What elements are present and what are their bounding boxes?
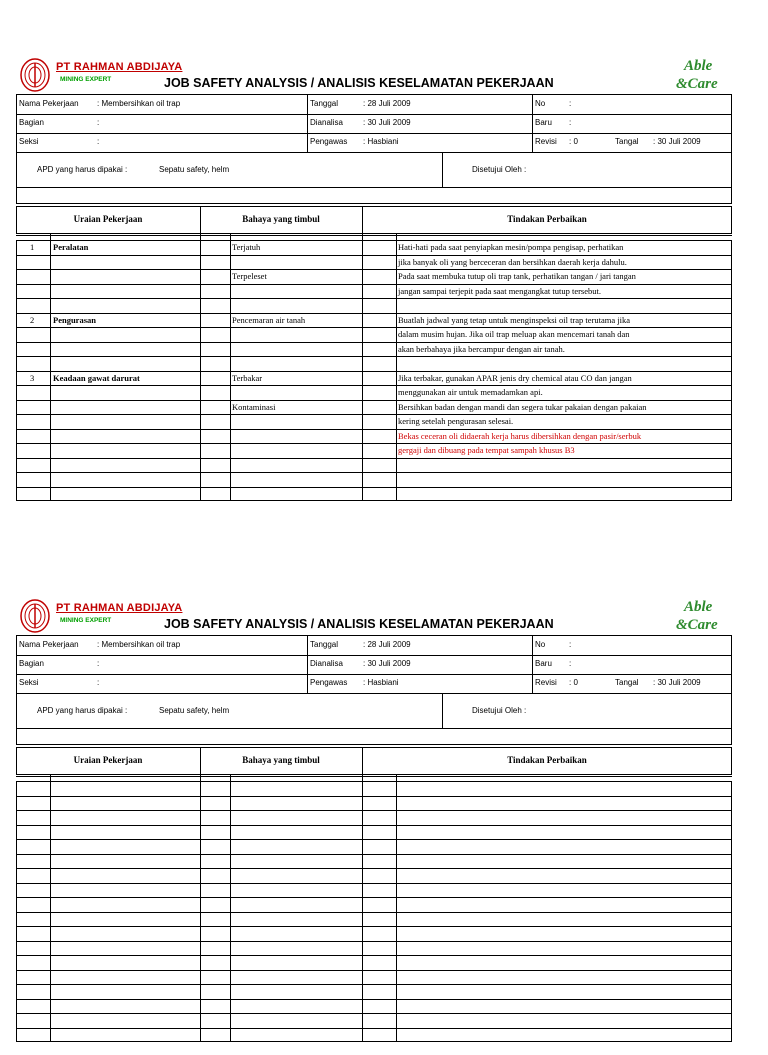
form-title: JOB SAFETY ANALYSIS / ANALISIS KESELAMATAN PEKERJAAN xyxy=(164,76,554,90)
apd-label: APD yang harus dipakai : xyxy=(37,706,128,715)
bagian-label: Bagian xyxy=(19,118,44,127)
disetujui-label: Disetujui Oleh : xyxy=(472,165,527,174)
row-tindakan: Bersihkan badan dengan mandi dan segera tukar pakaian dengan pakaian xyxy=(398,401,647,412)
able-care-logo xyxy=(672,54,726,92)
tangal-value: : 30 Juli 2009 xyxy=(653,137,701,146)
brand-line2: &Care xyxy=(676,76,718,92)
tanggal-value: : 28 Juli 2009 xyxy=(363,640,411,649)
row-tindakan: jika banyak oli yang berceceran dan bersihkan daerah kerja dahulu. xyxy=(398,256,627,267)
row-no: 2 xyxy=(30,314,35,325)
baru-label: Baru xyxy=(535,659,552,668)
no-value: : xyxy=(569,99,572,108)
able-care-logo xyxy=(672,595,726,633)
row-no: 1 xyxy=(30,242,35,252)
revisi-value: : 0 xyxy=(569,137,578,146)
company-name: PT RAHMAN ABDIJAYA xyxy=(56,61,183,73)
nama-label: Nama Pekerjaan xyxy=(19,99,79,108)
row-tindakan: Bekas ceceran oli didaerah kerja harus dibersihkan dengan pasir/serbuk xyxy=(398,430,642,441)
bagian-label: Bagian xyxy=(19,659,44,668)
row-tindakan: Hati-hati pada saat penyiapkan mesin/pompa pengisap, perhatikan xyxy=(398,242,624,252)
apd-label: APD yang harus dipakai : xyxy=(37,165,128,174)
baru-value: : xyxy=(569,118,572,127)
dianalisa-value: : 30 Juli 2009 xyxy=(363,659,411,668)
company-name: PT RAHMAN ABDIJAYA xyxy=(56,602,183,614)
col-tindakan: Tindakan Perbaikan xyxy=(507,755,587,765)
company-seal-icon xyxy=(20,599,50,633)
dianalisa-label: Dianalisa xyxy=(310,118,343,127)
brand-line1: Able xyxy=(684,58,713,74)
tanggal-label: Tanggal xyxy=(310,99,339,108)
tangal-label: Tangal xyxy=(615,137,639,146)
revisi-label: Revisi xyxy=(535,137,557,146)
row-bahaya: Terjatuh xyxy=(232,242,261,252)
row-bahaya: Kontaminasi xyxy=(232,401,276,412)
disetujui-label: Disetujui Oleh : xyxy=(472,706,527,715)
row-tindakan: kering setelah pengurasan selesai. xyxy=(398,416,514,426)
pengawas-label: Pengawas xyxy=(310,678,348,687)
form-header xyxy=(16,54,732,94)
info-block xyxy=(16,635,732,745)
tangal-label: Tangal xyxy=(615,678,639,687)
dianalisa-value: : 30 Juli 2009 xyxy=(363,118,411,127)
nama-label: Nama Pekerjaan xyxy=(19,640,79,649)
apd-value: Sepatu safety, helm xyxy=(159,165,230,174)
baru-value: : xyxy=(569,659,572,668)
company-sub: MINING EXPERT xyxy=(60,76,112,83)
row-uraian: Pengurasan xyxy=(53,314,96,325)
col-bahaya: Bahaya yang timbul xyxy=(242,755,320,765)
row-tindakan: Jika terbakar, gunakan APAR jenis dry chemical atau CO dan jangan xyxy=(398,372,632,383)
no-value: : xyxy=(569,640,572,649)
nama-value: : Membersihkan oil trap xyxy=(97,640,181,649)
baru-label: Baru xyxy=(535,118,552,127)
row-uraian: Peralatan xyxy=(53,242,89,252)
tanggal-label: Tanggal xyxy=(310,640,339,649)
apd-value: Sepatu safety, helm xyxy=(159,706,230,715)
row-tindakan: menggunakan air untuk memadamkan api. xyxy=(398,387,543,397)
form-title: JOB SAFETY ANALYSIS / ANALISIS KESELAMATAN PEKERJAAN xyxy=(164,617,554,631)
seksi-value: : xyxy=(97,137,100,146)
nama-value: : Membersihkan oil trap xyxy=(97,99,181,108)
form-header xyxy=(16,595,732,635)
seksi-label: Seksi xyxy=(19,678,39,687)
no-label: No xyxy=(535,99,546,108)
pengawas-label: Pengawas xyxy=(310,137,348,146)
revisi-label: Revisi xyxy=(535,678,557,687)
bagian-value: : xyxy=(97,118,100,127)
dianalisa-label: Dianalisa xyxy=(310,659,343,668)
seksi-value: : xyxy=(97,678,100,687)
pengawas-value: : Hasbiani xyxy=(363,137,399,146)
jsa-form-blank xyxy=(16,595,732,1055)
pengawas-value: : Hasbiani xyxy=(363,678,399,687)
seksi-label: Seksi xyxy=(19,137,39,146)
row-bahaya: Terbakar xyxy=(232,372,263,383)
company-seal-icon xyxy=(20,58,50,92)
col-uraian: Uraian Pekerjaan xyxy=(73,755,143,765)
analysis-table xyxy=(16,206,732,501)
company-sub: MINING EXPERT xyxy=(60,617,112,624)
tangal-value: : 30 Juli 2009 xyxy=(653,678,701,687)
row-tindakan: Pada saat membuka tutup oli trap tank, perhatikan tangan / jari tangan xyxy=(398,271,636,281)
no-label: No xyxy=(535,640,546,649)
row-tindakan: gergaji dan dibuang pada tempat sampah khusus B3 xyxy=(398,445,575,455)
col-tindakan: Tindakan Perbaikan xyxy=(507,214,587,224)
row-tindakan: Buatlah jadwal yang tetap untuk menginspeksi oil trap terutama jika xyxy=(398,314,631,325)
row-tindakan: akan berbahaya jika bercampur dengan air tanah. xyxy=(398,343,565,354)
row-tindakan: dalam musim hujan. Jika oil trap meluap akan mencemari tanah dan xyxy=(398,329,630,339)
row-uraian: Keadaan gawat darurat xyxy=(53,372,140,383)
jsa-form-filled xyxy=(16,54,732,514)
revisi-value: : 0 xyxy=(569,678,578,687)
info-block xyxy=(16,94,732,204)
col-uraian: Uraian Pekerjaan xyxy=(73,214,143,224)
row-tindakan: jangan sampai terjepit pada saat mengangkat tutup tersebut. xyxy=(398,285,601,296)
bagian-value: : xyxy=(97,659,100,668)
tanggal-value: : 28 Juli 2009 xyxy=(363,99,411,108)
col-bahaya: Bahaya yang timbul xyxy=(242,214,320,224)
row-no: 3 xyxy=(30,372,35,383)
brand-line1: Able xyxy=(684,599,713,615)
row-bahaya: Pencemaran air tanah xyxy=(232,314,306,325)
brand-line2: &Care xyxy=(676,617,718,633)
row-bahaya: Terpeleset xyxy=(232,271,267,281)
analysis-table xyxy=(16,747,732,1042)
